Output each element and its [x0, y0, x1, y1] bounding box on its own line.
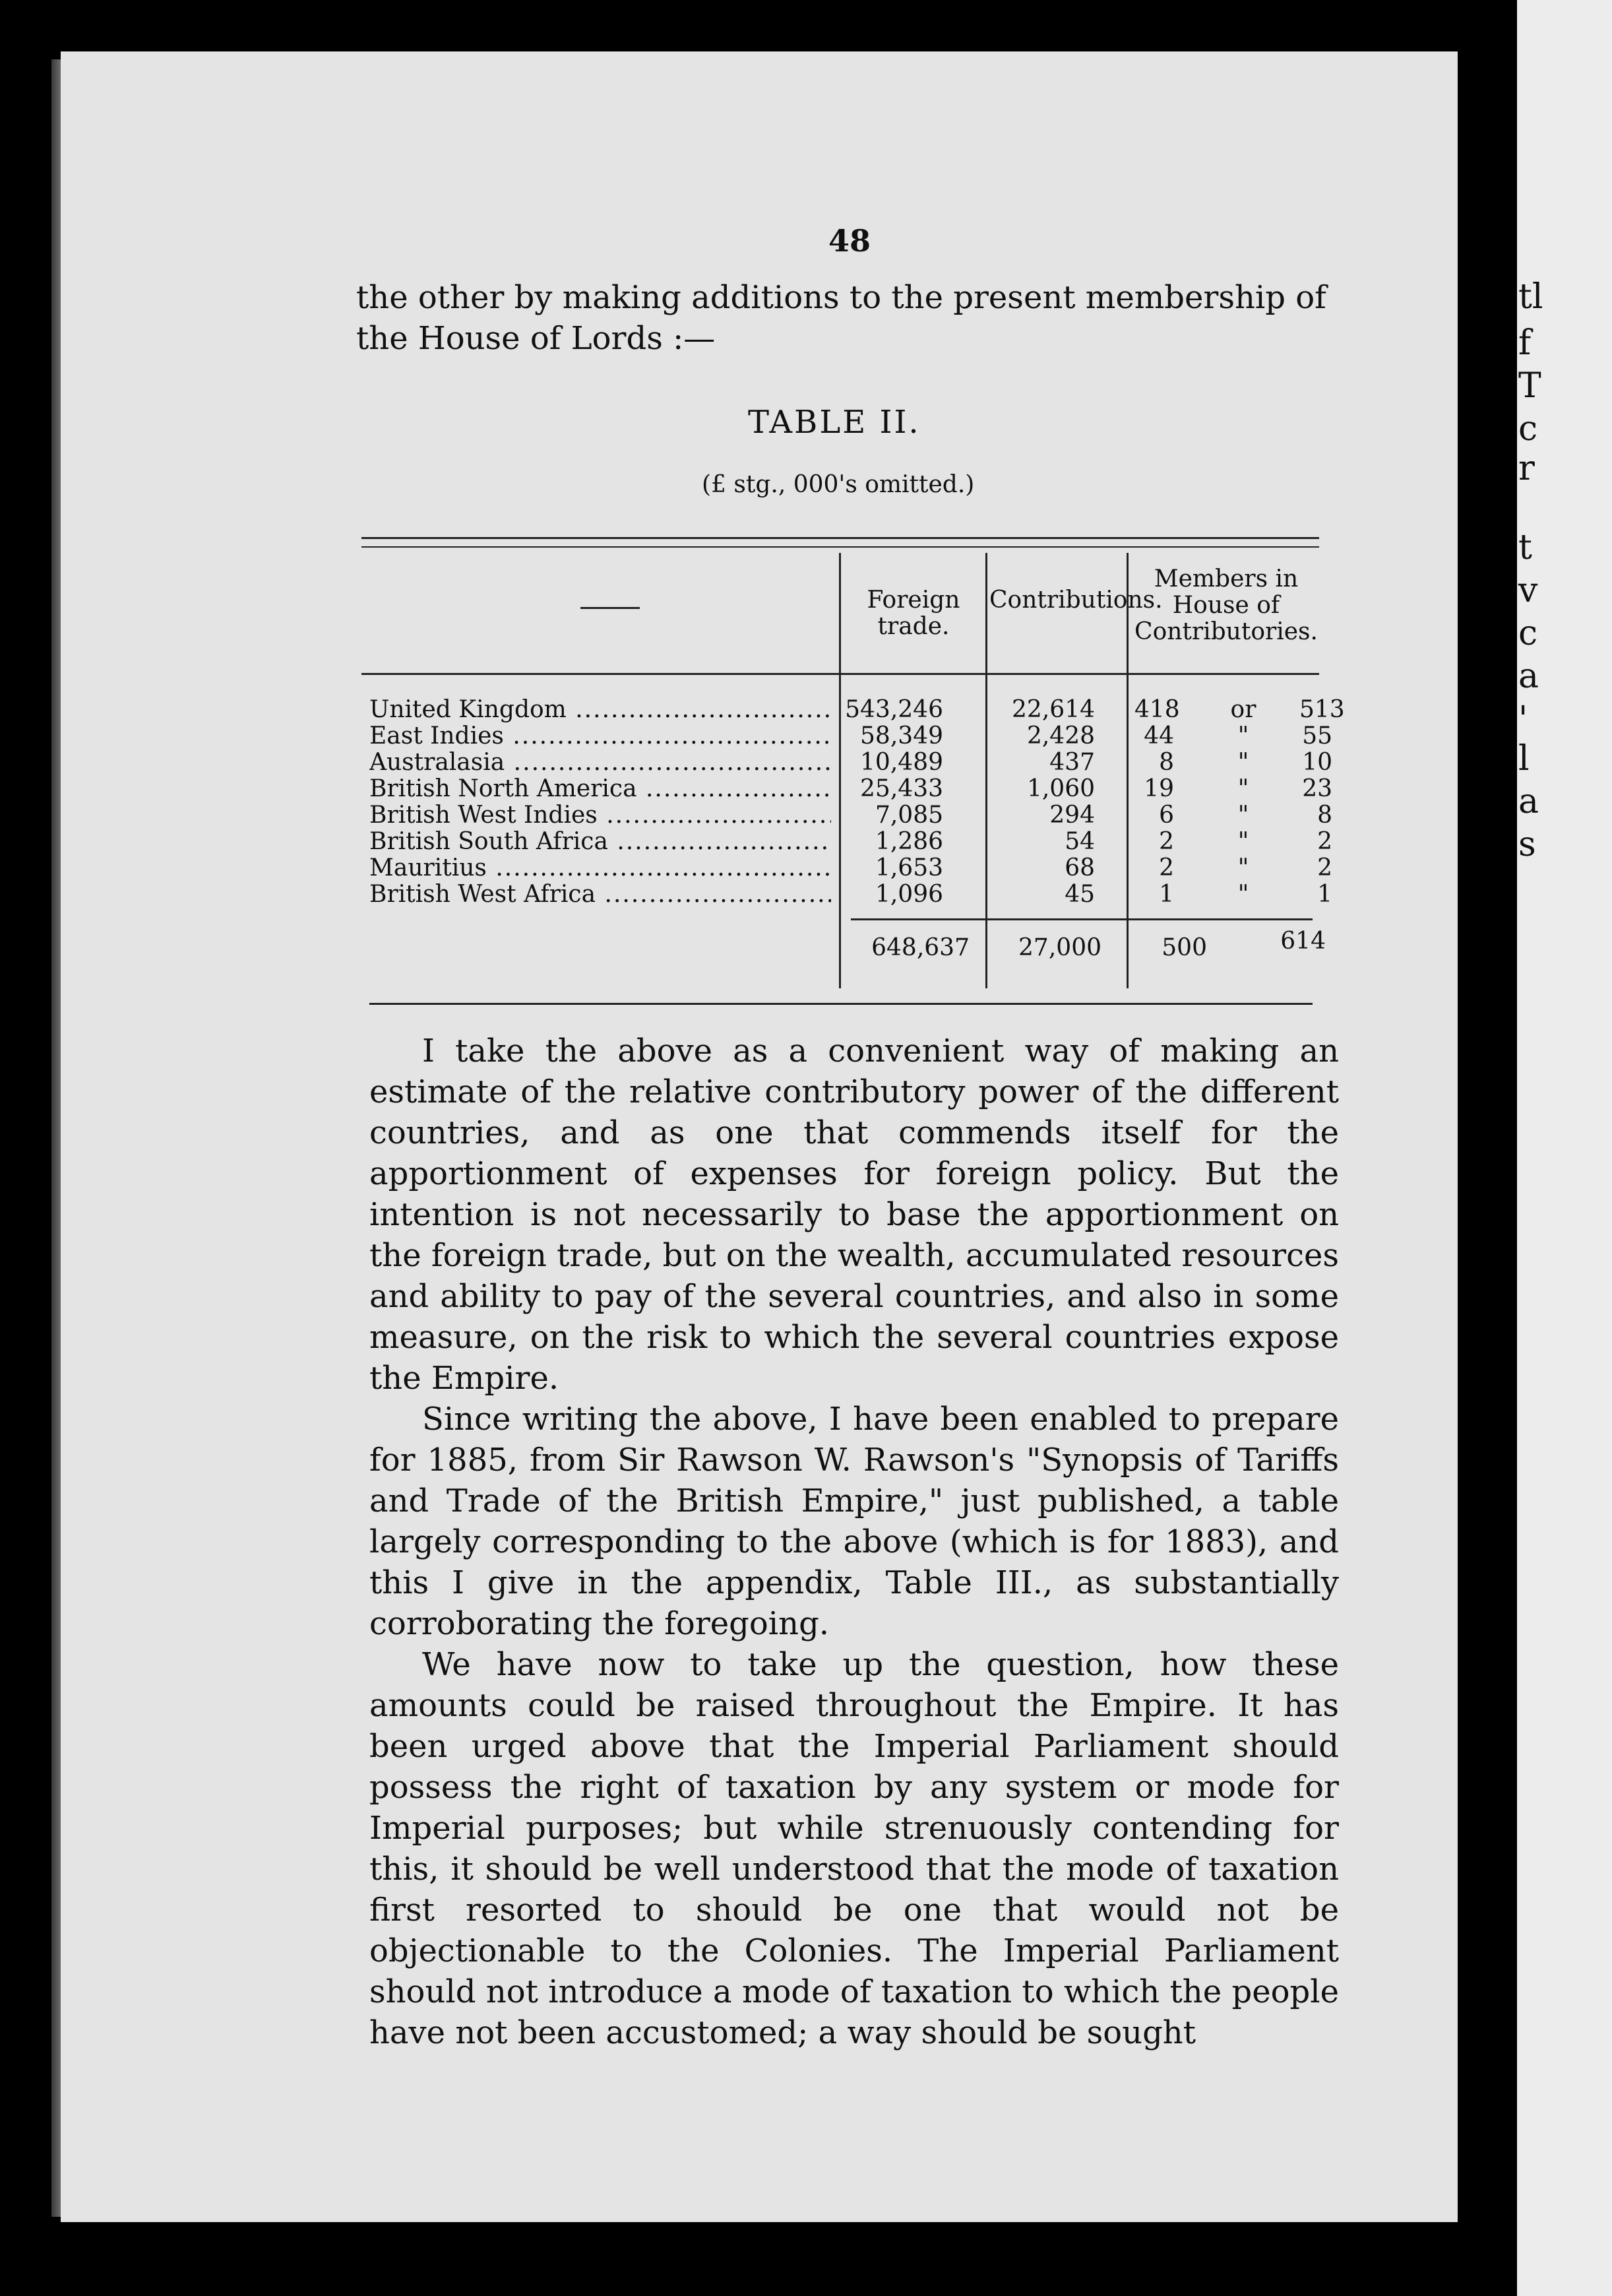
total-house: 614	[1280, 928, 1326, 955]
paragraph: We have now to take up the question, how these amounts could be raised throughout the Empire. It has been urged above that the Imperial Parliament should possess the right of taxation by any system or mode for Imperial purposes; but while strenuously contending for this, it should be well understood that the mode of taxation first resorted to should be one that would not be objectionable to the Colonies. The Imperial Parliament should not introduce a mode of taxation to which the people have not been accustomed; a way should be sought	[369, 1646, 1339, 2051]
facing-letter: r	[1518, 449, 1535, 488]
row-trade: 543,246	[845, 696, 943, 723]
table-row	[369, 855, 1332, 881]
row-contrib: 22,614	[1012, 696, 1095, 723]
total-contrib: 27,000	[1018, 934, 1101, 961]
facing-letter: f	[1518, 323, 1532, 363]
table-row	[369, 696, 1345, 723]
row-country: British South Africa .....	[369, 829, 831, 855]
facing-letter: c	[1518, 614, 1538, 653]
row-contrib: 294	[1049, 802, 1095, 829]
row-trade: 25,433	[860, 775, 943, 802]
row-or: "	[1237, 881, 1249, 908]
row-trade: 10,489	[860, 749, 943, 776]
row-or: "	[1237, 722, 1249, 749]
facing-letter: a	[1518, 782, 1539, 821]
row-country: United Kingdom .....	[369, 697, 831, 723]
table-row	[369, 723, 1332, 749]
table-row	[369, 749, 1332, 776]
row-house: 55	[1302, 722, 1332, 749]
row-house: 8	[1317, 802, 1332, 829]
row-members: 44	[1144, 722, 1174, 749]
facing-letter: s	[1518, 825, 1536, 864]
facing-letter: c	[1518, 409, 1538, 449]
row-contrib: 2,428	[1026, 722, 1095, 749]
row-house: 10	[1302, 749, 1332, 776]
facing-letter: v	[1518, 571, 1538, 610]
row-trade: 1,096	[875, 881, 943, 908]
header-members: Members in House of Contributories.	[1134, 565, 1318, 645]
facing-letter: l	[1518, 739, 1530, 779]
row-house: 2	[1317, 854, 1332, 881]
row-contrib: 437	[1049, 749, 1095, 776]
row-or: "	[1237, 749, 1249, 776]
row-house: 513	[1299, 696, 1345, 723]
row-trade: 58,349	[860, 722, 943, 749]
row-trade: 7,085	[875, 802, 943, 829]
row-house: 23	[1302, 775, 1332, 802]
total-members: 500	[1162, 934, 1207, 961]
facing-letter: '	[1518, 699, 1528, 739]
row-or: "	[1237, 775, 1249, 802]
row-contrib: 1,060	[1026, 775, 1095, 802]
row-members: 2	[1159, 828, 1174, 855]
total-trade: 648,637	[871, 934, 970, 961]
row-country: Australasia .....	[369, 749, 831, 776]
facing-page	[1517, 0, 1612, 2296]
totals-rule	[851, 918, 1313, 920]
table-bottom-rule	[369, 1003, 1313, 1005]
row-members: 8	[1159, 749, 1174, 776]
row-country: Mauritius .....	[369, 855, 831, 881]
row-members: 19	[1144, 775, 1174, 802]
row-members: 2	[1159, 854, 1174, 881]
header-contributions: Contributions.	[989, 587, 1163, 614]
row-members: 1	[1159, 881, 1174, 908]
row-country: East Indies .....	[369, 723, 831, 749]
row-members: 418	[1134, 696, 1180, 723]
table-title: TABLE II.	[748, 404, 921, 441]
facing-letter: a	[1518, 656, 1539, 696]
table-row	[369, 776, 1332, 802]
row-house: 2	[1317, 828, 1332, 855]
table-row	[369, 829, 1332, 855]
facing-letter: tl	[1518, 277, 1543, 317]
row-trade: 1,653	[875, 854, 943, 881]
table-top-rule-2	[361, 546, 1319, 548]
table-top-rule	[361, 537, 1319, 539]
table-row	[369, 802, 1332, 829]
row-members: 6	[1159, 802, 1174, 829]
intro-paragraph: the other by making additions to the present membership of the House of Lords :—	[356, 279, 1326, 357]
page-number: 48	[828, 223, 871, 259]
table-caption: (£ stg., 000's omitted.)	[702, 471, 975, 498]
row-contrib: 54	[1065, 828, 1095, 855]
row-or: "	[1237, 802, 1249, 829]
facing-letter: T	[1518, 366, 1541, 406]
paragraph: Since writing the above, I have been enabled to prepare for 1885, from Sir Rawson W. Rawson's "Synopsis of Tariffs and Trade of the British Empire," just published, a table largely corresponding to the above (which is for 1883), and this I give in the appendix, Table III., as substantially corroborating the foregoing.	[369, 1401, 1339, 1642]
row-house: 1	[1317, 881, 1332, 908]
paragraph: I take the above as a convenient way of making an estimate of the relative contributory power of the different countries, and as one that commends itself for the apportionment of expenses for foreign policy. But the intention is not necessarily to base the apportionment on the foreign trade, but on the wealth, accumulated resources and ability to pay of the several countries, and also in some measure, on the risk to which the several countries expose the Empire.	[369, 1033, 1339, 1397]
row-country: British West Indies .....	[369, 802, 831, 829]
row-country: British West Africa .....	[369, 881, 831, 908]
row-trade: 1,286	[875, 828, 943, 855]
row-contrib: 45	[1065, 881, 1095, 908]
row-or: or	[1230, 696, 1256, 723]
table-row	[369, 881, 1332, 908]
facing-letter: t	[1518, 528, 1532, 567]
header-foreign-trade: Foreign trade.	[867, 587, 960, 640]
row-or: "	[1237, 828, 1249, 855]
blank-header-dash	[580, 607, 640, 609]
row-country: British North America .....	[369, 776, 831, 802]
row-contrib: 68	[1065, 854, 1095, 881]
row-or: "	[1237, 854, 1249, 881]
body-text	[369, 1031, 1339, 2053]
